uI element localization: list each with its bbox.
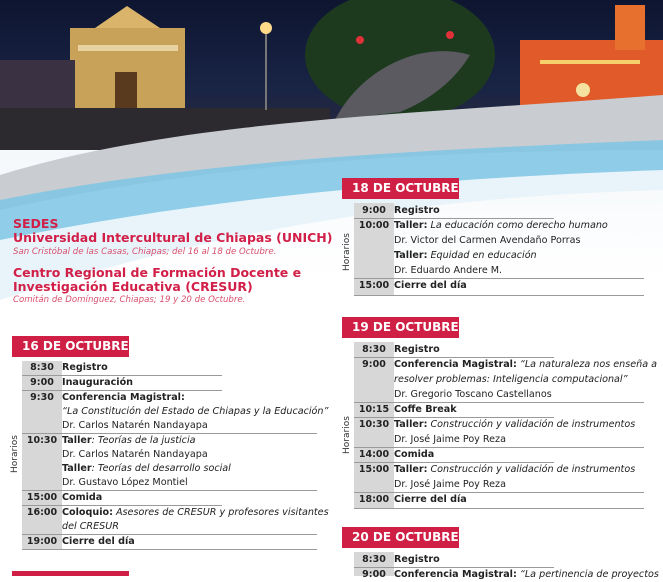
event-label: Registro	[394, 344, 440, 355]
event-topic: del CRESUR	[62, 521, 119, 532]
event-title	[62, 433, 196, 448]
event-title	[394, 552, 440, 567]
event-speaker: Dr. Carlos Natarén Nandayapa	[62, 449, 208, 460]
event-topic: Construcción y validación de instrumentos	[427, 464, 636, 475]
event-speaker: Dr. Gustavo López Montiel	[62, 477, 188, 488]
event-title	[394, 357, 657, 372]
event-label: Taller:	[394, 419, 428, 430]
time-slot: 16:00	[26, 507, 58, 518]
time-slot: 14:00	[358, 449, 390, 460]
row-divider	[22, 549, 317, 550]
event-label: Taller:	[394, 250, 428, 261]
event-speaker: Dr. Gregorio Toscano Castellanos	[394, 389, 552, 400]
event-title	[394, 203, 440, 218]
day-19-schedule	[342, 342, 658, 510]
event-label: Taller	[62, 463, 92, 474]
day-19-heading: 19 DE OCTUBRE	[342, 317, 459, 338]
time-slot: 10:30	[26, 435, 58, 446]
event-speaker: Dr. José Jaime Poy Reza	[394, 434, 506, 445]
time-slot: 8:30	[362, 554, 386, 565]
time-slot: 15:00	[26, 492, 58, 503]
event-label: Coloquio:	[62, 507, 113, 518]
event-title	[394, 492, 467, 507]
event-title	[394, 248, 537, 263]
horarios-label: Horarios	[10, 435, 20, 473]
event-title	[62, 375, 133, 390]
day-18-schedule	[342, 203, 644, 297]
event-title	[394, 342, 440, 357]
event-label: Comida	[62, 492, 103, 503]
event-title	[62, 505, 329, 520]
unich-place: San Cristóbal de las Casas, Chiapas; del 16 al 18 de Octubre.	[13, 247, 277, 257]
event-topic: : Teorías de la justicia	[91, 435, 196, 446]
sedes-section	[13, 217, 333, 314]
event-label: Registro	[394, 205, 440, 216]
time-slot: 15:00	[358, 280, 390, 291]
event-label: Taller:	[394, 220, 428, 231]
event-topic-cont	[394, 372, 628, 387]
event-topic: “La pertinencia de proyectos	[516, 569, 659, 580]
row-divider	[354, 508, 644, 509]
event-topic: Construcción y validación de instrumentos	[427, 419, 636, 430]
event-title	[394, 218, 608, 233]
time-slot: 18:00	[358, 494, 390, 505]
event-label: Conferencia Magistral:	[394, 359, 517, 370]
cresur-name-line2: Investigación Educativa (CRESUR)	[13, 279, 253, 294]
event-title	[62, 390, 185, 405]
event-label: Cierre del día	[394, 280, 467, 291]
event-label: Inauguración	[62, 377, 134, 388]
time-slot: 10:15	[358, 404, 390, 415]
sedes-title: SEDES	[13, 216, 59, 231]
time-slot: 19:00	[26, 536, 58, 547]
event-speaker: Dr. Eduardo Andere M.	[394, 265, 503, 276]
event-topic-cont	[62, 519, 119, 534]
event-topic: “La naturaleza nos enseña a	[516, 359, 658, 370]
event-title	[394, 278, 467, 293]
event-topic: Asesores de CRESUR y profesores visitantes	[112, 507, 329, 518]
time-slot: 9:30	[30, 392, 54, 403]
cresur-place: Comitán de Domínguez, Chiapas; 19 y 20 de Octubre.	[13, 295, 246, 305]
day-16-heading: 16 DE OCTUBRE	[12, 336, 129, 357]
event-speaker: Dr. José Jaime Poy Reza	[394, 479, 506, 490]
day-20-schedule	[354, 552, 659, 580]
time-slot: 8:30	[362, 344, 386, 355]
unich-name: Universidad Intercultural de Chiapas (UNICH)	[13, 230, 333, 245]
time-slot: 15:00	[358, 464, 390, 475]
time-slot: 9:00	[362, 359, 386, 370]
event-title	[394, 567, 659, 582]
time-slot: 8:30	[30, 362, 54, 373]
row-divider	[354, 295, 644, 296]
day-20-heading: 20 DE OCTUBRE	[342, 527, 459, 548]
time-slot: 10:30	[358, 419, 390, 430]
horarios-label: Horarios	[342, 233, 352, 271]
event-title	[394, 447, 434, 462]
event-label: Comida	[394, 449, 435, 460]
day-18-heading: 18 DE OCTUBRE	[342, 178, 459, 199]
event-label: Taller:	[394, 464, 428, 475]
event-label: Coffe Break	[394, 404, 457, 415]
event-title	[62, 490, 102, 505]
next-day-heading	[12, 571, 129, 576]
event-title	[394, 402, 457, 417]
event-title	[62, 461, 231, 476]
cresur-name-line1: Centro Regional de Formación Docente e	[13, 265, 302, 280]
event-title	[394, 417, 635, 432]
event-label: Registro	[394, 554, 440, 565]
event-topic: resolver problemas: Inteligencia computacional”	[394, 374, 628, 385]
event-label: Conferencia Magistral:	[394, 569, 517, 580]
horarios-label: Horarios	[342, 416, 352, 454]
event-label: Taller	[62, 435, 92, 446]
event-title	[394, 462, 635, 477]
event-subtitle-text: “La Constitución del Estado de Chiapas y la Educación”	[62, 406, 329, 417]
time-slot: 9:00	[30, 377, 54, 388]
event-label: Conferencia Magistral:	[62, 392, 185, 403]
event-subtitle	[62, 404, 328, 419]
time-slot: 9:00	[362, 205, 386, 216]
event-topic: : Teorías del desarrollo social	[91, 463, 231, 474]
event-label: Cierre del día	[394, 494, 467, 505]
time-slot: 9:00	[362, 569, 386, 580]
time-slot: 10:00	[358, 220, 390, 231]
event-speaker: Dr. Victor del Carmen Avendaño Porras	[394, 235, 581, 246]
event-title	[62, 534, 135, 549]
event-speaker: Dr. Carlos Natarén Nandayapa	[62, 420, 208, 431]
event-topic: La educación como derecho humano	[427, 220, 608, 231]
event-label: Cierre del día	[62, 536, 135, 547]
day-16-schedule	[10, 361, 329, 551]
event-topic: Equidad en educación	[427, 250, 537, 261]
event-title	[62, 360, 108, 375]
event-label: Registro	[62, 362, 108, 373]
